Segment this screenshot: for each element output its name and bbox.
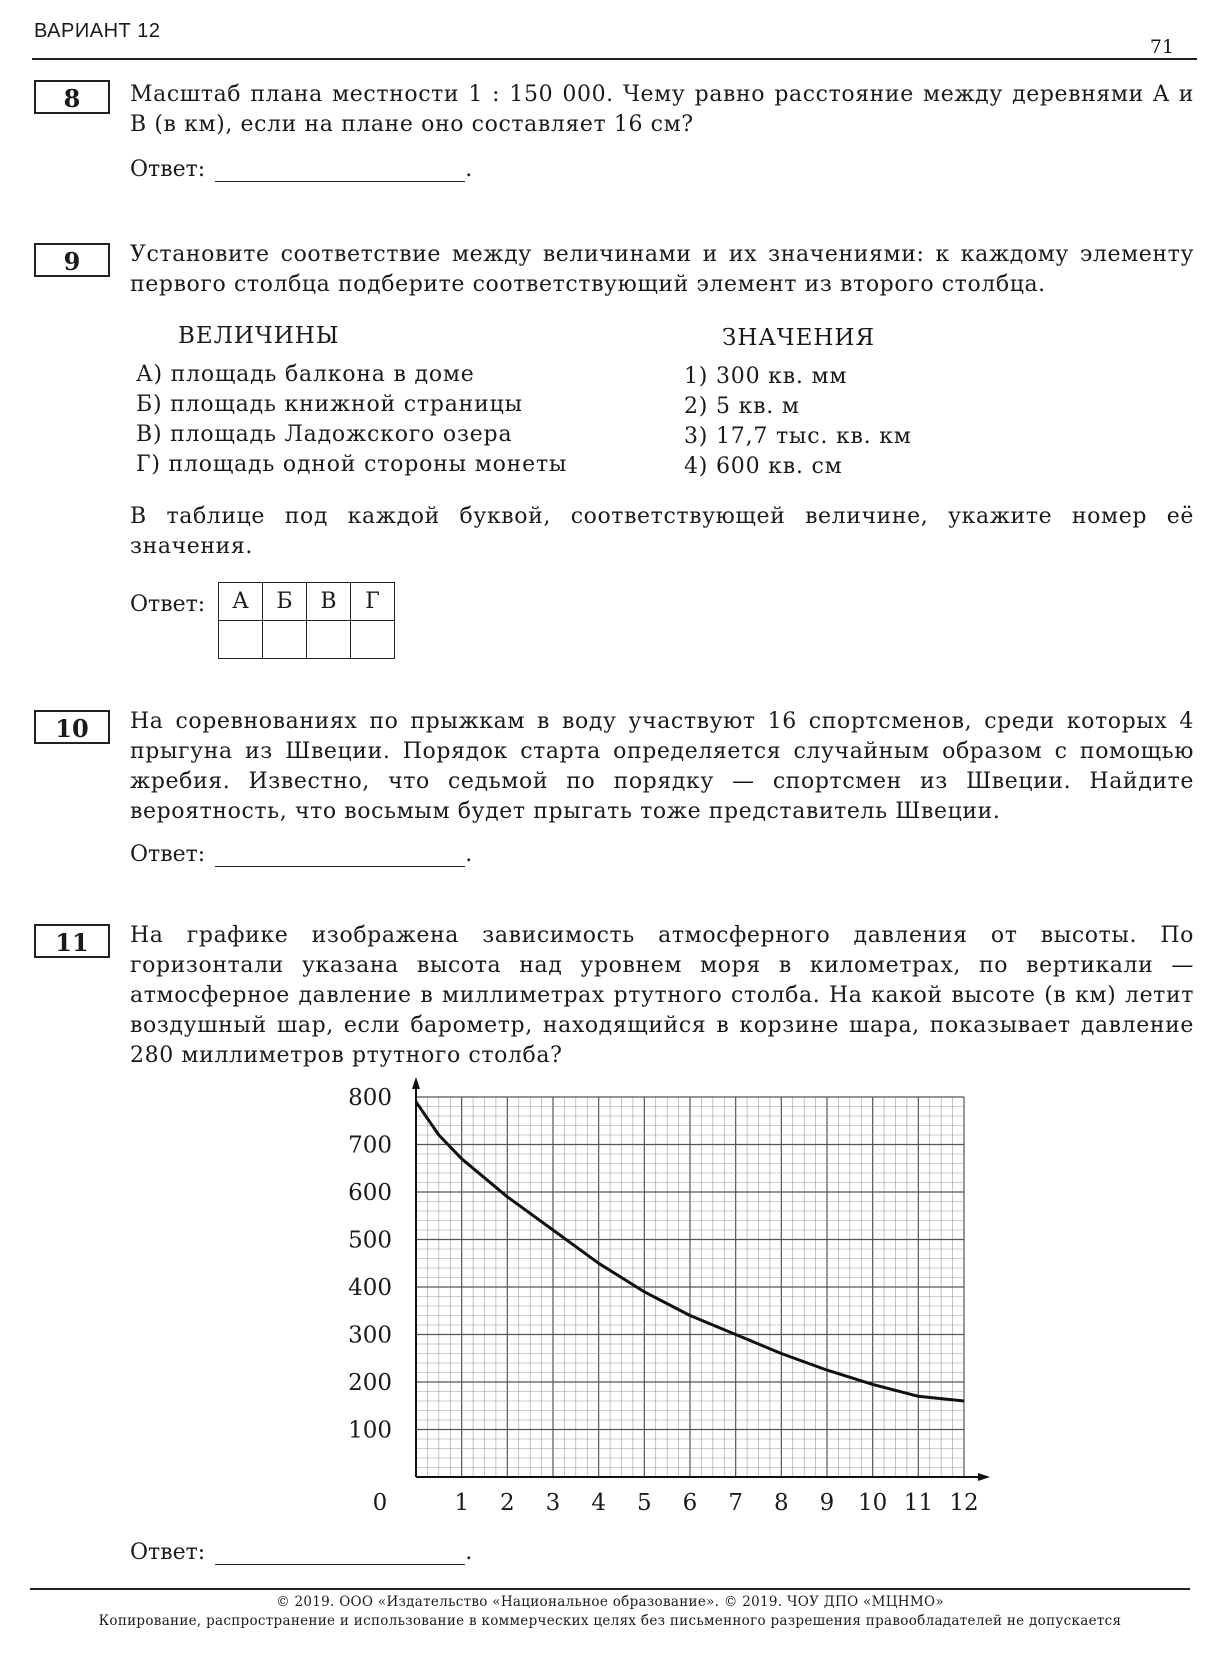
answer-label: Ответ: — [130, 842, 206, 867]
y-tick-label: 400 — [348, 1275, 392, 1301]
answer-cell-v[interactable] — [307, 621, 351, 659]
x-tick-label: 5 — [637, 1490, 652, 1516]
left-item-g: Г) площадь одной стороны монеты — [136, 452, 568, 477]
answer-table — [218, 582, 395, 659]
question-11-number: 11 — [34, 924, 110, 958]
answer-blank[interactable] — [215, 159, 465, 182]
question-10-text: На соревнованиях по прыжкам в воду участвуют 16 спортсменов, среди которых 4 прыгуна из Швеции. Порядок старта определяется случайным образом с помощью жребия. Известно, что седьмой по порядку — спортсмен из Швеции. Найдите вероятность, что восьмым будет прыгать тоже представитель Швеции. — [130, 709, 1194, 824]
question-8-answer: Ответ: . — [130, 157, 473, 182]
right-item-4: 4) 600 кв. см — [684, 454, 843, 479]
right-item-1: 1) 300 кв. мм — [684, 364, 848, 389]
right-column-header: ЗНАЧЕНИЯ — [722, 325, 876, 351]
answer-table-header-g: Г — [351, 583, 395, 621]
x-tick-label: 3 — [545, 1490, 561, 1516]
answer-blank[interactable] — [215, 1542, 465, 1565]
x-tick-label: 7 — [728, 1490, 743, 1516]
question-10-answer: Ответ: . — [130, 842, 473, 867]
left-item-v: В) площадь Ладожского озера — [136, 422, 513, 447]
header-divider — [32, 58, 1197, 60]
y-tick-label: 500 — [348, 1227, 392, 1254]
chart-axes — [412, 1077, 990, 1481]
x-tick-label: 9 — [819, 1490, 835, 1516]
copyright-line: © 2019. ООО «Издательство «Национальное образование». © 2019. ЧОУ ДПО «МЦНМО» — [276, 1594, 944, 1610]
question-10-number: 10 — [34, 710, 110, 744]
answer-cell-g[interactable] — [351, 621, 395, 659]
x-tick-label: 1 — [454, 1490, 469, 1516]
question-8-text: Масштаб плана местности 1 : 150 000. Чему равно расстояние между деревнями A и B (в км), если на плане оно составляет 16 см? — [130, 82, 1194, 137]
right-item-3: 3) 17,7 тыс. кв. км — [684, 424, 912, 449]
x-tick-label: 8 — [774, 1490, 789, 1516]
answer-cell-a[interactable] — [219, 621, 263, 659]
answer-label: Ответ: — [130, 1540, 206, 1565]
y-tick-label: 800 — [348, 1085, 392, 1111]
question-9-instruction: В таблице под каждой буквой, соответствующей величине, укажите номер её значения. — [130, 504, 1194, 559]
page-number: 71 — [1149, 36, 1174, 58]
x-axis-arrow — [978, 1473, 990, 1481]
y-tick-label: 700 — [348, 1132, 392, 1159]
x-tick-label: 6 — [682, 1490, 698, 1516]
question-9-number: 9 — [34, 243, 110, 277]
answer-cell-b[interactable] — [263, 621, 307, 659]
y-tick-label: 600 — [348, 1180, 392, 1206]
left-item-a: А) площадь балкона в доме — [136, 362, 475, 387]
answer-table-header-a: А — [219, 583, 263, 621]
answer-blank[interactable] — [215, 844, 465, 867]
question-9-answer-label: Ответ: — [130, 592, 206, 617]
question-11-text: На графике изображена зависимость атмосферного давления от высоты. По горизонтали указана высота над уровнем моря в километрах, по вертикали — атмосферное давление в миллиметрах ртутного столба. На какой высоте (в км) летит воздушный шар, если барометр, находящийся в корзине шара, показывает давление 280 миллиметров ртутного столба? — [130, 923, 1194, 1068]
copying-notice: Копирование, распространение и использование в коммерческих целях без письменного разрешения правообладателей не допускается — [98, 1613, 1122, 1629]
variant-label: ВАРИАНТ 12 — [34, 20, 161, 42]
x-tick-label: 4 — [591, 1490, 606, 1516]
x-tick-label: 2 — [500, 1490, 515, 1516]
y-tick-label: 100 — [348, 1417, 392, 1444]
footer-divider — [30, 1588, 1190, 1590]
answer-table-header-b: Б — [263, 583, 307, 621]
y-axis-arrow — [412, 1077, 420, 1089]
x-tick-label: 11 — [903, 1490, 933, 1516]
right-item-2: 2) 5 кв. м — [684, 394, 800, 419]
x-tick-label: 12 — [949, 1490, 979, 1516]
answer-table-header-v: В — [307, 583, 351, 621]
origin-label: 0 — [372, 1490, 388, 1516]
left-item-b: Б) площадь книжной страницы — [136, 392, 523, 417]
chart-grid — [416, 1097, 964, 1477]
y-tick-label: 200 — [348, 1370, 392, 1396]
question-9-text: Установите соответствие между величинами и их значениями: к каждому элементу первого столбца подберите соответствующий элемент из второго столбца. — [130, 242, 1194, 297]
question-11-answer: Ответ: . — [130, 1540, 473, 1565]
y-tick-label: 300 — [348, 1322, 392, 1349]
left-column-header: ВЕЛИЧИНЫ — [178, 323, 340, 349]
x-tick-label: 10 — [858, 1490, 888, 1516]
question-8-number: 8 — [34, 80, 110, 114]
answer-label: Ответ: — [130, 157, 206, 182]
pressure-chart — [320, 1075, 1000, 1525]
